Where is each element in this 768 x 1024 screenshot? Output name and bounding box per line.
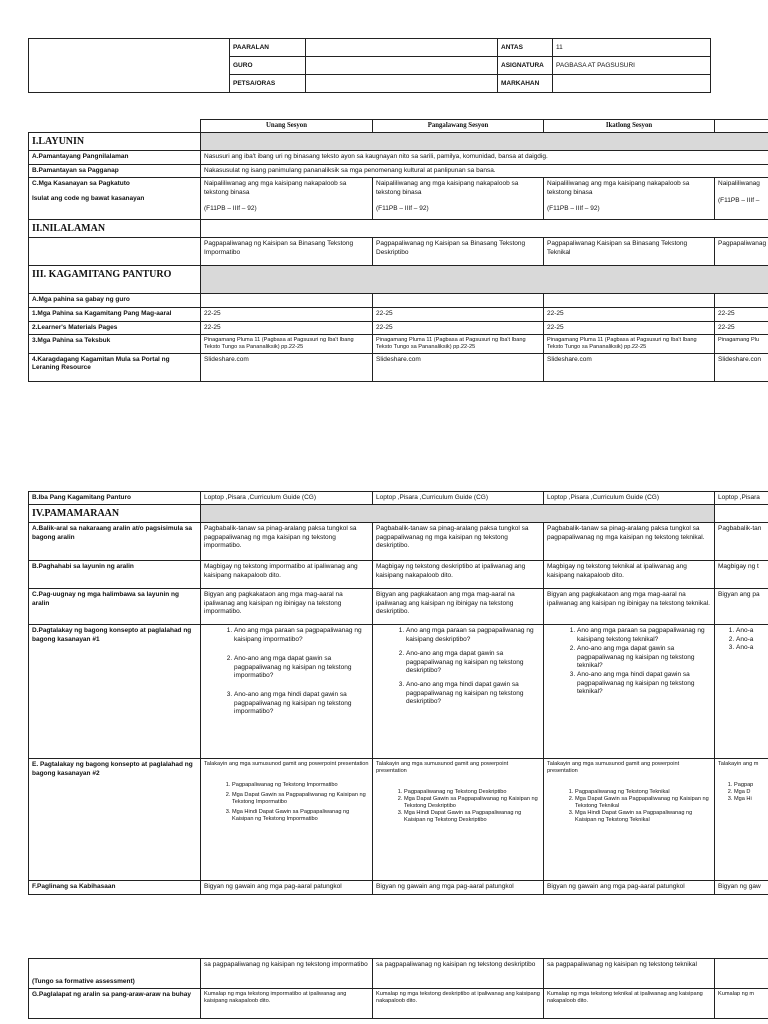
paaralan-field[interactable]	[306, 39, 498, 57]
formative-label: (Tungo sa formative assessment)	[29, 959, 201, 989]
teksbuk-cell: Pinagamang Pluma 11 (Pagbasa at Pagsusuri ng Iba't Ibang Teksto Tungo sa Pananaliksik) pp.22-25	[544, 335, 715, 354]
list-item: 3. Mga Hi	[734, 796, 768, 803]
session-header-2: Pangalawang Sesyon	[373, 120, 544, 133]
teksbuk-cell: Pinagamang Pluma 11 (Pagbasa at Pagsusuri ng Iba't Ibang Teksto Tungo sa Pananaliksik) pp.22-25	[201, 335, 373, 354]
pagtalakay-1-cell-2	[373, 625, 544, 759]
antas-label: ANTAS	[498, 39, 553, 57]
list-item: 2. Mga Dapat Gawin sa Pagpapaliwanag ng Kaisipan ng Tekstong Teknikal	[575, 796, 711, 810]
paglinang-cell: Bigyan ng gawain ang mga pag-aaral patungkol	[373, 881, 544, 894]
markahan-label: MARKAHAN	[498, 75, 553, 93]
lesson-plan-table-1	[28, 119, 768, 382]
paglalapat-cell: Kumalap ng mga tekstong impormatibo at ipaliwanag ang kaisipang nakapaloob dito.	[201, 989, 373, 1019]
header-table	[28, 38, 711, 93]
list-item: 1. Ano-a	[736, 627, 768, 635]
paglinang-cell: Bigyan ng gaw	[715, 881, 768, 894]
teksbuk-cell: Pinagamang Plu	[715, 335, 768, 354]
pag-uugnay-label: C.Pag-uugnay ng mga halimbawa sa layunin ng aralin	[29, 589, 201, 625]
list-item: 1. Pagpapaliwanag ng Tekstong Impormatibo	[232, 782, 369, 789]
session-header-1: Unang Sesyon	[201, 120, 373, 133]
list-item: 1. Pagpap	[734, 782, 768, 789]
portal-label: 4.Karagdagang Kagamitan Mula sa Portal ng Leraning Resource	[29, 354, 201, 382]
pages-cell: 22-25	[544, 308, 715, 321]
pagtalakay-1-label: D.Pagtalakay ng bagong konsepto at paglalahad ng bagong kasanayan #1	[29, 625, 201, 759]
asignatura-value[interactable]: PAGBASA AT PAGSUSURI	[553, 57, 711, 75]
session-header-3: Ikatlong Sesyon	[544, 120, 715, 133]
portal-cell: Slideshare.com	[544, 354, 715, 382]
kasanayan-label: C.Mga Kasanayan sa Pagkatuto Isulat ang code ng bawat kasanayan	[29, 178, 201, 220]
list-item: 1. Ano ang mga paraan sa pagpapaliwanag ng kaisipang tekstong teknikal?	[577, 627, 711, 644]
pages-cell: 22-25	[201, 308, 373, 321]
pages-cell: 22-25	[715, 321, 768, 334]
nilalaman-cell-3: Pagpapaliwanag Kaisipan sa Binasang Tekstong Teknikal	[544, 238, 715, 266]
list-item: 1. Ano ang mga paraan sa pagpapaliwanag ng kaisipang deskriptibo?	[406, 627, 540, 644]
guro-label: GURO	[230, 57, 306, 75]
pages-cell: 22-25	[715, 308, 768, 321]
teksbuk-label: 3.Mga Pahina sa Teksbuk	[29, 335, 201, 354]
portal-cell: Slideshare.con	[715, 354, 768, 382]
list-item: 3. Mga Hindi Dapat Gawin sa Pagpapaliwanag ng Kaisipan ng Tekstong Teknikal	[575, 810, 711, 824]
pages-cell: 22-25	[544, 321, 715, 334]
list-item: 2. Ano-ano ang mga dapat gawin sa pagpapaliwanag ng kaisipan ng tekstong deskriptibo?	[406, 650, 540, 675]
list-item: 3. Ano-ano ang mga hindi dapat gawin sa pagpapaliwanag ng kaisipan ng tekstong impormatibo?	[234, 691, 369, 716]
pamantayan-pagganap-text: Nakasusulat ng isang panimulang pananaliksik sa mga penomenang kultural at panlipunan sa bansa.	[201, 164, 768, 177]
teksbuk-cell: Pinagamang Pluma 11 (Pagbasa at Pagsusuri ng Iba't Ibang Teksto Tungo sa Pananaliksik) pp.22-25	[373, 335, 544, 354]
list-item: 3. Ano-ano ang mga hindi dapat gawin sa pagpapaliwanag ng kaisipan ng tekstong teknikal?	[577, 671, 711, 696]
list-item: 3. Ano-a	[736, 644, 768, 652]
list-item: 2. Mga Dapat Gawin sa Pagpapaliwanag ng Kaisipan ng Tekstong Deskriptibo	[404, 796, 540, 810]
pagtalakay-1-cell-4	[715, 625, 768, 759]
pages-cell: 22-25	[201, 321, 373, 334]
petsa-field[interactable]	[306, 75, 498, 93]
paghahabi-label: B.Paghahabi sa layunin ng aralin	[29, 561, 201, 589]
list-item: 2. Mga Dapat Gawin sa Pagpapaliwanag ng Kaisipan ng Tekstong Impormatibo	[232, 792, 369, 806]
formative-cell	[715, 959, 768, 989]
paglinang-cell: Bigyan ng gawain ang mga pag-aaral patungkol	[201, 881, 373, 894]
kasanayan-cell-3: Naipaliliwanag ang mga kaisipang nakapaloob sa tekstong binasa (F11PB – IIIf – 92)	[544, 178, 715, 220]
list-item: 2. Ano-ano ang mga dapat gawin sa pagpapaliwanag ng kaisipan ng tekstong teknikal?	[577, 645, 711, 670]
list-item: 2. Mga D	[734, 789, 768, 796]
pagtalakay-2-cell-1: Talakayin ang mga sumusunod gamit ang powerpoint presentation 1. Pagpapaliwanag ng Tekstong Impormatibo 2. Mga Dapat Gawin sa Pagpapaliwanag ng Kaisipan ng Tekstong Impormatibo 3. Mga Hindi Dapat Gawin sa Pagpapaliwanag ng Kaisipan ng Tekstong Impormatibo	[201, 759, 373, 881]
kasanayan-cell-4: Naipaliliwanag (F11PB – IIIf –	[715, 178, 768, 220]
pages-cell: 22-25	[373, 308, 544, 321]
paglalapat-label: G.Paglalapat ng aralin sa pang-araw-araw na buhay	[29, 989, 201, 1019]
portal-cell: Slideshare.com	[373, 354, 544, 382]
balik-aral-cell: Pagbabalik-tan	[715, 523, 768, 561]
paghahabi-cell: Magbigay ng tekstong teknikal at ipaliwanag ang kaisipang nakapaloob dito.	[544, 561, 715, 589]
kagamitan-cell: Loptop ,Pisara ,Curriculum Guide (CG)	[373, 492, 544, 505]
paglalapat-cell: Kumalap ng mga tekstong teknikal at ipaliwanag ang kaisipang nakapaloob dito.	[544, 989, 715, 1019]
nilalaman-cell-1: Pagpapaliwanag ng Kaisipan sa Binasang Tekstong Impormatibo	[201, 238, 373, 266]
list-item: 1. Pagpapaliwanag ng Tekstong Deskriptibo	[404, 789, 540, 796]
lesson-plan-table-3	[28, 958, 768, 1019]
pag-uugnay-cell: Bigyan ang pagkakataon ang mga mag-aaral na ipaliwanag ang kaisipan ng ibinigay na tekstong teknikal.	[544, 589, 715, 625]
kasanayan-cell-2: Naipaliliwanag ang mga kaisipang nakapaloob sa tekstong binasa (F11PB – IIIf – 92)	[373, 178, 544, 220]
formative-cell: sa pagpapaliwanag ng kaisipan ng tekstong impormatibo	[201, 959, 373, 989]
lesson-plan-table-2	[28, 491, 768, 895]
pagtalakay-1-cell-3	[544, 625, 715, 759]
asignatura-label: ASIGNATURA	[498, 57, 553, 75]
formative-cell: sa pagpapaliwanag ng kaisipan ng tekstong deskriptibo	[373, 959, 544, 989]
list-item: 1. Pagpapaliwanag ng Tekstong Teknikal	[575, 789, 711, 796]
paglalapat-cell: Kumalap ng mga tekstong deskriptibo at ipaliwanag ang kaisipang nakapaloob dito.	[373, 989, 544, 1019]
paaralan-label: PAARALAN	[230, 39, 306, 57]
pag-uugnay-cell: Bigyan ang pa	[715, 589, 768, 625]
nilalaman-heading: II.NILALAMAN	[29, 220, 201, 238]
session-header-4	[715, 120, 768, 133]
pag-uugnay-cell: Bigyan ang pagkakataon ang mga mag-aaral na ipaliwanag ang kaisipan ng ibinigay na tekstong deskriptibo.	[373, 589, 544, 625]
pagtalakay-2-label: E. Pagtalakay ng bagong konsepto at paglalahad ng bagong kasanayan #2	[29, 759, 201, 881]
nilalaman-cell-4: Pagpapaliwanag	[715, 238, 768, 266]
pagtalakay-2-cell-4: Talakayin ang m 1. Pagpap 2. Mga D 3. Mga Hi	[715, 759, 768, 881]
portal-cell: Slideshare.com	[201, 354, 373, 382]
kagamitan-cell: Loptop ,Pisara	[715, 492, 768, 505]
pages-cell: 22-25	[373, 321, 544, 334]
paghahabi-cell: Magbigay ng t	[715, 561, 768, 589]
list-item: 2. Ano-a	[736, 636, 768, 644]
balik-aral-label: A.Balik-aral sa nakaraang aralin at/o pagsisimula sa bagong aralin	[29, 523, 201, 561]
pamantayang-pangnilalaman-label: A.Pamantayang Pangnilalaman	[29, 151, 201, 164]
list-item: 1. Ano ang mga paraan sa pagpapaliwanag ng kaisipang impormatibo?	[234, 627, 369, 644]
kagamitan-heading: III. KAGAMITANG PANTURO	[29, 266, 201, 294]
paglinang-cell: Bigyan ng gawain ang mga pag-aaral patungkol	[544, 881, 715, 894]
antas-value[interactable]: 11	[553, 39, 711, 57]
balik-aral-cell: Pagbabalik-tanaw sa pinag-aralang paksa tungkol sa pagpapaliwanag ng mga kaisipan ng tekstong impormatibo.	[201, 523, 373, 561]
paghahabi-cell: Magbigay ng tekstong deskriptibo at ipaliwanag ang kaisipang nakapaloob dito.	[373, 561, 544, 589]
logo-cell	[29, 39, 230, 93]
formative-cell: sa pagpapaliwanag ng kaisipan ng tekstong teknikal	[544, 959, 715, 989]
list-item: 2. Ano-ano ang mga dapat gawin sa pagpapaliwanag ng kaisipan ng tekstong impormatibo?	[234, 655, 369, 680]
balik-aral-cell: Pagbabalik-tanaw sa pinag-aralang paksa tungkol sa pagpapaliwanag ng mga kaisipan ng tekstong teknikal.	[544, 523, 715, 561]
kasanayan-cell-1: Naipaliliwanag ang mga kaisipang nakapaloob sa tekstong binasa (F11PB – IIIf – 92)	[201, 178, 373, 220]
nilalaman-cell-2: Pagpapaliwanag ng Kaisipan sa Binasang Tekstong Deskriptibo	[373, 238, 544, 266]
paglinang-label: F.Paglinang sa Kabihasaan	[29, 881, 201, 894]
guro-field[interactable]	[306, 57, 498, 75]
pag-uugnay-cell: Bigyan ang pagkakataon ang mga mag-aaral na ipaliwanag ang kaisipan ng ibinigay na tekstong impormatibo.	[201, 589, 373, 625]
kagamitan-mag-aaral-label: 1.Mga Pahina sa Kagamitang Pang Mag-aaral	[29, 308, 201, 321]
pamamaraan-heading: IV.PAMAMARAAN	[29, 505, 201, 523]
pamantayang-pangnilalaman-text: Nasusuri ang iba't ibang uri ng binasang teksto ayon sa kaugnayan nito sa sarili, pamilya, komunidad, bansa at daigdig.	[201, 151, 768, 164]
gabay-guro-label: A.Mga pahina sa gabay ng guro	[29, 294, 201, 308]
balik-aral-cell: Pagbabalik-tanaw sa pinag-aralang paksa tungkol sa pagpapaliwanag ng mga kaisipan ng tekstong deskriptibo.	[373, 523, 544, 561]
pamantayan-pagganap-label: B.Pamantayan sa Pagganap	[29, 164, 201, 177]
pagtalakay-2-cell-3: Talakayin ang mga sumusunod gamit ang powerpoint presentation 1. Pagpapaliwanag ng Tekstong Teknikal 2. Mga Dapat Gawin sa Pagpapaliwanag ng Kaisipan ng Tekstong Teknikal 3. Mga Hindi Dapat Gawin sa Pagpapaliwanag ng Kaisipan ng Tekstong Teknikal	[544, 759, 715, 881]
petsa-label: PETSA/ORAS	[230, 75, 306, 93]
kagamitan-cell: Loptop ,Pisara ,Curriculum Guide (CG)	[201, 492, 373, 505]
list-item: 3. Ano-ano ang mga hindi dapat gawin sa pagpapaliwanag ng kaisipan ng tekstong deskriptibo?	[406, 681, 540, 706]
list-item: 3. Mga Hindi Dapat Gawin sa Pagpapaliwanag ng Kaisipan ng Tekstong Impormatibo	[232, 809, 369, 823]
pagtalakay-1-cell-1	[201, 625, 373, 759]
list-item: 3. Mga Hindi Dapat Gawin sa Pagpapaliwanag ng Kaisipan ng Tekstong Deskriptibo	[404, 810, 540, 824]
layunin-heading: I.LAYUNIN	[29, 133, 201, 151]
learners-materials-label: 2.Learner's Materials Pages	[29, 321, 201, 334]
iba-kagamitan-label: B.Iba Pang Kagamitang Panturo	[29, 492, 201, 505]
paghahabi-cell: Magbigay ng tekstong impormatibo at ipaliwanag ang kaisipang nakapaloob dito.	[201, 561, 373, 589]
markahan-field[interactable]	[553, 75, 711, 93]
paglalapat-cell: Kumalap ng m	[715, 989, 768, 1019]
kagamitan-cell: Loptop ,Pisara ,Curriculum Guide (CG)	[544, 492, 715, 505]
pagtalakay-2-cell-2: Talakayin ang mga sumusunod gamit ang powerpoint presentation 1. Pagpapaliwanag ng Tekstong Deskriptibo 2. Mga Dapat Gawin sa Pagpapaliwanag ng Kaisipan ng Tekstong Deskriptibo 3. Mga Hindi Dapat Gawin sa Pagpapaliwanag ng Kaisipan ng Tekstong Deskriptibo	[373, 759, 544, 881]
